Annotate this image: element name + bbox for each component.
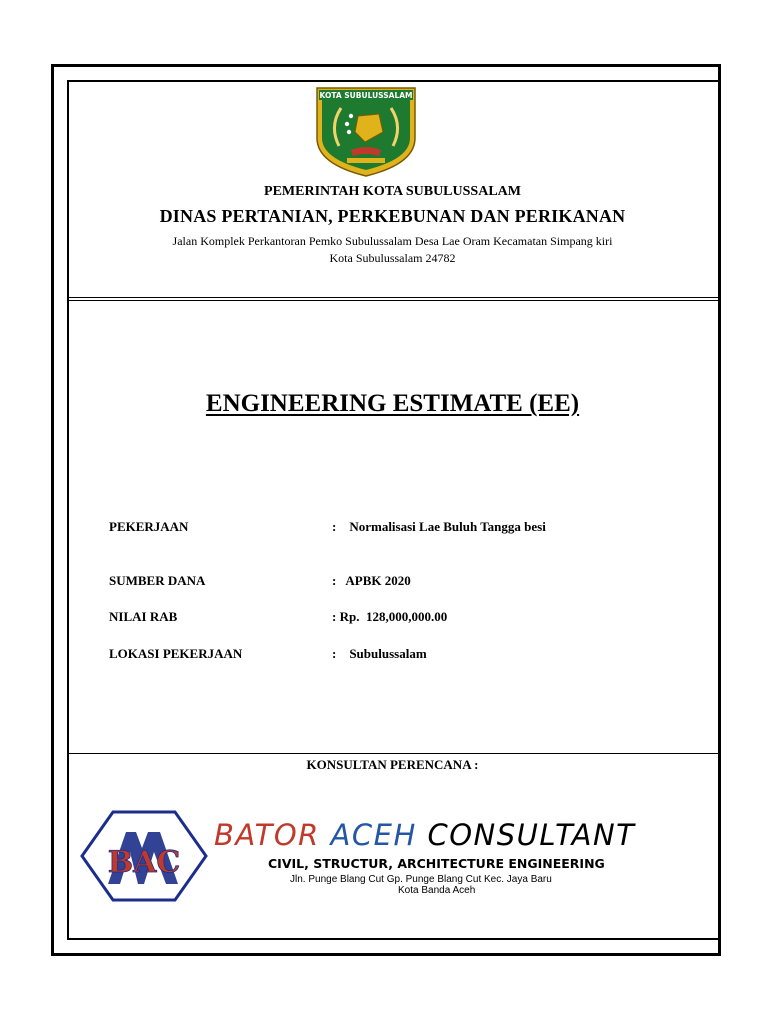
government-name: PEMERINTAH KOTA SUBULUSSALAM [264,184,521,199]
consultant-address-line-2: Kota Banda Aceh [398,885,476,896]
field-label-lokasi: LOKASI PEKERJAAN [109,646,243,661]
company-name-consultant: CONSULTANT [427,818,636,852]
consultant-address [290,874,610,896]
footer-divider [67,753,718,754]
field-label-nilai-rab: NILAI RAB [109,609,178,624]
consultant-subtitle: CIVIL, STRUCTUR, ARCHITECTURE ENGINEERING [268,856,605,871]
field-value-pekerjaan: : Normalisasi Lae Buluh Tangga besi [332,519,546,534]
consultant-logo-text: BAC [107,845,181,880]
consultant-address-line-1: Jln. Punge Blang Cut Gp. Punge Blang Cut Kec. Jaya Baru [290,874,552,885]
field-label-sumber-dana: SUMBER DANA [109,573,206,588]
consultant-logo [80,808,208,904]
document-title: ENGINEERING ESTIMATE (EE) [205,390,580,417]
field-value-sumber-dana: : APBK 2020 [332,573,411,588]
field-label-pekerjaan: PEKERJAAN [109,519,189,534]
address-line-2: Kota Subulussalam 24782 [329,251,456,265]
consultant-company-name [214,818,635,852]
company-name-aceh: ACEH [330,818,417,852]
address-line-1: Jalan Komplek Perkantoran Pemko Subulussalam Desa Lae Oram Kecamatan Simpang kiri [172,234,613,248]
emblem-label: KOTA SUBULUSSALAM [319,91,413,100]
company-name-bator: BATOR [214,818,320,852]
field-value-lokasi: : Subulussalam [332,646,427,661]
field-value-nilai-rab: : Rp. 128,000,000.00 [332,609,448,624]
department-address [69,233,716,267]
department-name: DINAS PERTANIAN, PERKEBUNAN DAN PERIKANAN [159,206,626,226]
consultant-heading: KONSULTAN PERENCANA : [306,757,479,772]
city-emblem-logo [313,86,419,178]
header-divider [67,297,718,301]
